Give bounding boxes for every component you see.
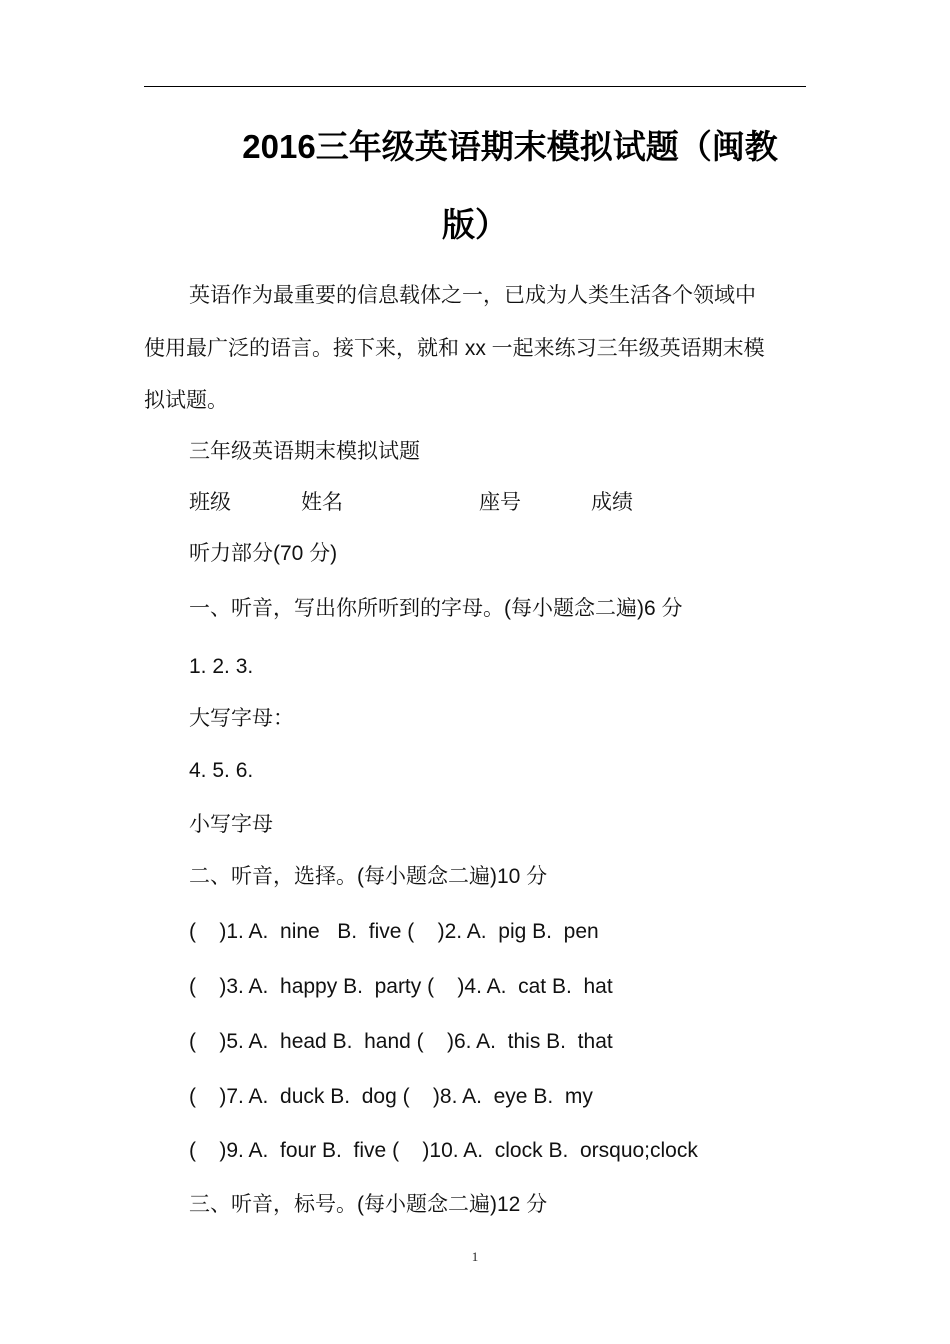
header-rule [144, 86, 806, 87]
intro-paragraph-line-3: 拟试题。 [144, 389, 228, 412]
uppercase-letters-label: 大写字母： [189, 707, 294, 730]
exam-subtitle: 三年级英语期末模拟试题 [189, 440, 420, 463]
section-1-answer-row-2: 4. 5. 6. [189, 759, 254, 782]
section-1-heading: 一、听音，写出你所听到的字母。(每小题念二遍)6 分 [189, 597, 683, 620]
section-3-heading: 三、听音，标号。(每小题念二遍)12 分 [189, 1193, 548, 1216]
lowercase-letters-label: 小写字母 [189, 813, 273, 836]
section-2-question-row: ( )3. A. happy B. party ( )4. A. cat B. hat [189, 975, 613, 998]
seat-number-field-label: 座号 [479, 491, 521, 514]
intro-paragraph-line-2: 使用最广泛的语言。接下来，就和 xx 一起来练习三年级英语期末模 [144, 337, 765, 360]
intro-paragraph-line-1: 英语作为最重要的信息载体之一，已成为人类生活各个领域中 [189, 284, 756, 307]
section-2-question-row: ( )5. A. head B. hand ( )6. A. this B. that [189, 1030, 613, 1053]
page-number: 1 [471, 1249, 479, 1264]
section-2-question-row: ( )7. A. duck B. dog ( )8. A. eye B. my [189, 1085, 593, 1108]
section-2-question-row: ( )9. A. four B. five ( )10. A. clock B. orsquo;clock [189, 1139, 698, 1162]
listening-part-heading: 听力部分(70 分) [189, 542, 338, 565]
document-title-line-2: 版） [442, 206, 508, 243]
class-field-label: 班级 [189, 491, 231, 514]
section-2-question-row: ( )1. A. nine B. five ( )2. A. pig B. pen [189, 920, 599, 943]
score-field-label: 成绩 [591, 491, 633, 514]
document-title-line-1: 2016三年级英语期末模拟试题（闽教 [242, 128, 778, 165]
name-field-label: 姓名 [301, 491, 343, 514]
section-1-answer-row-1: 1. 2. 3. [189, 655, 254, 678]
section-2-heading: 二、听音，选择。(每小题念二遍)10 分 [189, 865, 548, 888]
